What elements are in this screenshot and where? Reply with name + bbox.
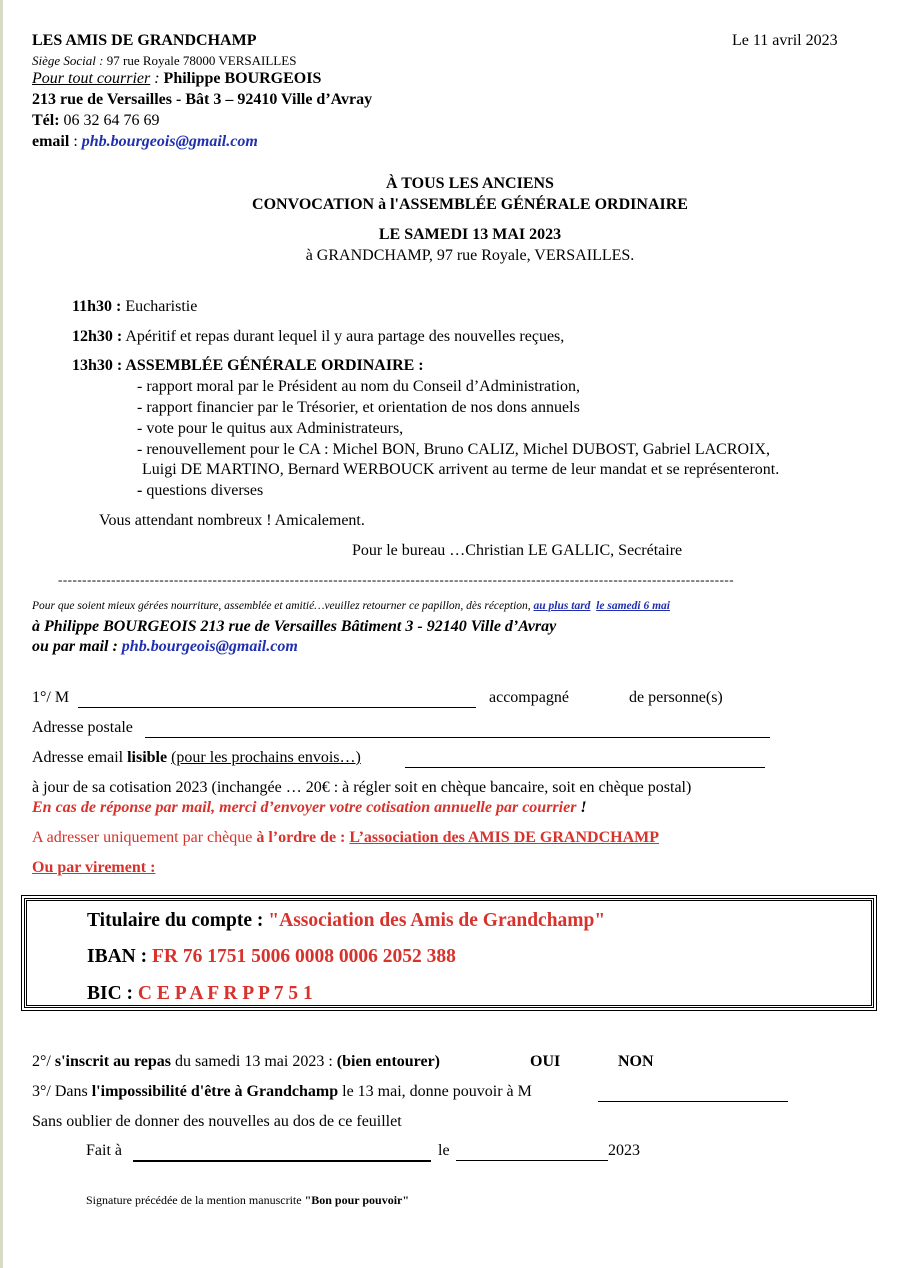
q3-text: le 13 mai, donne pouvoir à M (338, 1083, 532, 1100)
agenda-text: ASSEMBLÉE GÉNÉRALE ORDINAIRE : (122, 357, 424, 374)
mail-note (32, 799, 587, 817)
title-line-2: CONVOCATION à l'ASSEMBLÉE GÉNÉRALE ORDINAIRE (252, 196, 688, 213)
le-label: le (438, 1142, 450, 1159)
agenda-text: Eucharistie (121, 298, 198, 315)
signature-line: Pour le bureau …Christian LE GALLIC, Secrétaire (352, 542, 683, 559)
sig-note-text: Signature précédée de la mention manuscrite (86, 1193, 305, 1207)
bic-line (87, 983, 313, 1005)
courrier-label: Pour tout courrier (32, 70, 151, 87)
sig-note-bold: "Bon pour pouvoir" (304, 1193, 410, 1207)
date-field[interactable] (456, 1146, 608, 1161)
agenda-time: 13h30 : (72, 357, 123, 374)
bank-details-box (24, 898, 874, 1008)
q3-label: 3°/ Dans (32, 1083, 92, 1100)
org-name: LES AMIS DE GRANDCHAMP (32, 32, 257, 49)
title-line-3: LE SAMEDI 13 MAI 2023 (378, 226, 562, 243)
email-sep: : (69, 133, 82, 150)
deadline-1: au plus tard (533, 600, 591, 612)
adresse-postale-label: Adresse postale (32, 719, 133, 736)
title-line-4: à GRANDCHAMP, 97 rue Royale, VERSAILLES. (305, 247, 635, 264)
agenda-time: 12h30 : (72, 328, 123, 345)
pouvoir-field[interactable] (598, 1087, 788, 1102)
agenda-sub-5: Luigi DE MARTINO, Bernard WERBOUCK arrivent au terme de leur mandat et se représenteront. (142, 461, 780, 478)
nouvelles-text: Sans oublier de donner des nouvelles au dos de ce feuillet (32, 1113, 402, 1130)
email-line (32, 133, 258, 151)
agenda-sub-4: - renouvellement pour le CA : Michel BON, Bruno CALIZ, Michel DUBOST, Gabriel LACROIX, (137, 441, 770, 458)
q3-bold: l'impossibilité d'être à Grandchamp (91, 1083, 339, 1100)
adresse-email-line (32, 749, 361, 767)
non-option[interactable]: NON (618, 1053, 654, 1070)
reply-mail-line (32, 638, 298, 656)
accompagne-label: accompagné (489, 689, 569, 706)
siege-address: 97 rue Royale 78000 VERSAILLES (103, 53, 297, 68)
letter-date: Le 11 avril 2023 (732, 32, 838, 49)
email-label: email (32, 133, 70, 150)
reply-mail-label: ou par mail : (32, 638, 122, 655)
q3-line (32, 1083, 532, 1101)
cheque-text: A adresser uniquement par chèque (32, 829, 257, 846)
q1-label: 1°/ M (32, 689, 70, 706)
tel-value: 06 32 64 76 69 (59, 112, 160, 129)
q1-name-field[interactable] (78, 693, 476, 708)
fait-a-field[interactable] (133, 1146, 431, 1162)
cheque-line (32, 829, 659, 847)
q2-line (32, 1053, 440, 1071)
agenda-sub-2: - rapport financier par le Trésorier, et orientation de nos dons annuels (137, 399, 580, 416)
mail-note-text: En cas de réponse par mail, merci d’envoyer votre cotisation annuelle par courrier (32, 799, 577, 816)
agenda-sub-text: questions diverses (142, 482, 264, 499)
q2-bien: (bien entourer) (336, 1053, 441, 1070)
year-label: 2023 (608, 1142, 640, 1159)
prochains-envois-note: (pour les prochains envois…) (171, 749, 361, 766)
q2-text: du samedi 13 mai 2023 : (171, 1053, 337, 1070)
iban-label: IBAN : (87, 946, 153, 967)
virement-label: Ou par virement : (32, 859, 156, 876)
lisible-label: lisible (127, 749, 168, 766)
courrier-line (32, 70, 321, 88)
titulaire-line (87, 910, 605, 932)
contact-address: 213 rue de Versailles - Bât 3 – 92410 Ville d’Avray (32, 91, 373, 108)
fait-a-label: Fait à (86, 1142, 122, 1159)
reply-email-link[interactable]: phb.bourgeois@gmail.com (121, 638, 298, 655)
agenda-item-1 (72, 298, 197, 316)
agenda-item-3 (72, 357, 424, 375)
courrier-sep: : (150, 70, 164, 87)
titulaire-value: "Association des Amis de Grandchamp" (268, 910, 606, 931)
contact-name: Philippe BOURGEOIS (163, 70, 322, 87)
cheque-order: à l’ordre de : (256, 829, 350, 846)
tel-label: Tél: (32, 112, 60, 129)
bic-value: C E P A F R P P 7 5 1 (137, 983, 313, 1004)
agenda-time: 11h30 : (72, 298, 122, 315)
siege-social (32, 53, 296, 69)
tel-line (32, 112, 160, 130)
title-line-1: À TOUS LES ANCIENS (386, 175, 554, 192)
oui-option[interactable]: OUI (530, 1053, 561, 1070)
agenda-dash: - (137, 482, 143, 499)
adresse-email-field[interactable] (405, 753, 765, 768)
cheque-payee: L’association des AMIS DE GRANDCHAMP (349, 829, 660, 846)
cut-separator: -------------------------------------------------------------------------------------------------------------------------------------------- (58, 572, 735, 587)
adresse-postale-field[interactable] (145, 723, 770, 738)
deadline-2: le samedi 6 mai (596, 600, 670, 612)
titulaire-label: Titulaire du compte : (87, 910, 269, 931)
q2-label: 2°/ (32, 1053, 55, 1070)
reply-address: à Philippe BOURGEOIS 213 rue de Versailles Bâtiment 3 - 92140 Ville d’Avray (32, 618, 557, 635)
reply-intro-text: Pour que soient mieux gérées nourriture, assemblée et amitié…veuillez retourner ce papillon, dès réception, (32, 600, 534, 612)
iban-value: FR 76 1751 5006 0008 0006 2052 388 (152, 946, 456, 967)
iban-line (87, 946, 456, 968)
mail-note-end: ! (576, 799, 587, 816)
agenda-sub-6 (137, 482, 263, 500)
personnes-label: de personne(s) (629, 689, 723, 706)
signature-note (86, 1193, 409, 1208)
q2-bold: s'inscrit au repas (54, 1053, 171, 1070)
closing-text: Vous attendant nombreux ! Amicalement. (99, 512, 365, 529)
agenda-text: Apéritif et repas durant lequel il y aura partage des nouvelles reçues, (122, 328, 565, 345)
agenda-sub-1: - rapport moral par le Président au nom du Conseil d’Administration, (137, 378, 581, 395)
agenda-sub-3: - vote pour le quitus aux Administrateurs, (137, 420, 404, 437)
bic-label: BIC : (87, 983, 138, 1004)
siege-label: Siège Social : (32, 53, 104, 68)
agenda-item-2 (72, 328, 564, 346)
cotisation-text: à jour de sa cotisation 2023 (inchangée … 20€ : à régler soit en chèque bancaire, soit en chèque postal) (32, 779, 692, 796)
email-link[interactable]: phb.bourgeois@gmail.com (81, 133, 258, 150)
reply-intro (32, 600, 670, 612)
adresse-email-label: Adresse email (32, 749, 128, 766)
